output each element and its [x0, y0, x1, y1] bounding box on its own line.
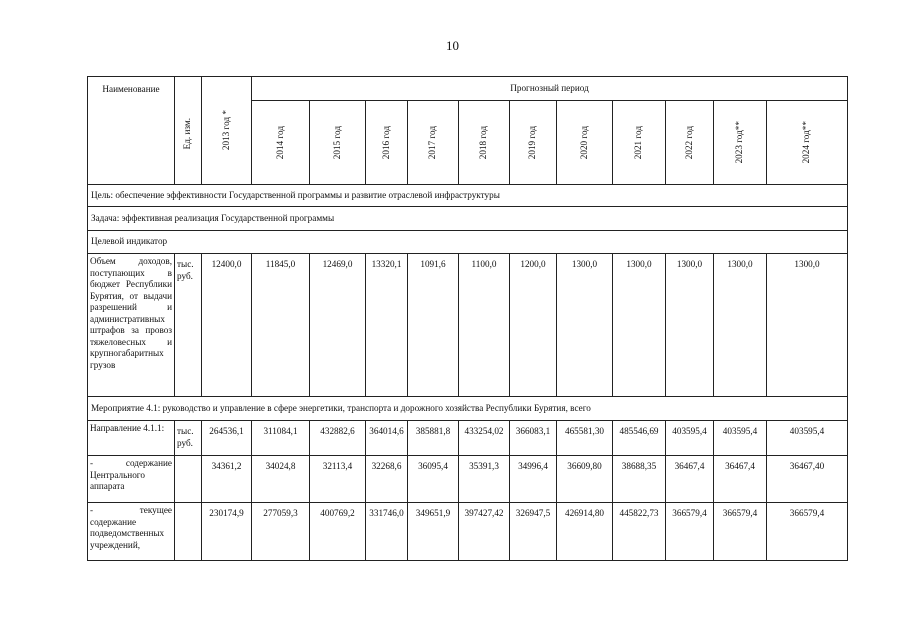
cell-value: 11845,0: [252, 254, 310, 397]
cell-value: 277059,3: [252, 503, 310, 561]
forecast-table: [87, 76, 848, 561]
cell-value: 400769,2: [310, 503, 366, 561]
header-year-2022: 2022 год: [666, 101, 714, 185]
cell-value: 1300,0: [767, 254, 848, 397]
header-name: Наименование: [88, 77, 175, 185]
cell-value: 366579,4: [666, 503, 714, 561]
cell-value: 385881,8: [408, 421, 459, 456]
cell-value: 311084,1: [252, 421, 310, 456]
table-row: [88, 503, 848, 561]
cell-value: 445822,73: [613, 503, 666, 561]
header-unit-label: Ед. изм.: [182, 117, 193, 150]
cell-value: 1091,6: [408, 254, 459, 397]
header-year-2015: 2015 год: [310, 101, 366, 185]
row-unit: тыс. руб.: [175, 254, 202, 397]
cell-value: 349651,9: [408, 503, 459, 561]
header-unit: [175, 77, 202, 185]
cell-value: 426914,80: [557, 503, 613, 561]
cell-value: 403595,4: [666, 421, 714, 456]
header-year-2017: 2017 год: [408, 101, 459, 185]
header-year-2013: 2013 год *: [202, 77, 252, 185]
cell-value: 13320,1: [366, 254, 408, 397]
measure-row: Мероприятие 4.1: руководство и управление в сфере энергетики, транспорта и дорожного хозяйства Республики Бурятия, всего: [88, 397, 848, 421]
cell-value: 36467,40: [767, 456, 848, 503]
page-number: 10: [446, 38, 459, 53]
cell-value: 403595,4: [714, 421, 767, 456]
cell-value: 1300,0: [666, 254, 714, 397]
cell-value: 1300,0: [613, 254, 666, 397]
row-name: Направление 4.1.1:: [88, 421, 175, 456]
cell-value: 1200,0: [510, 254, 557, 397]
cell-value: 32113,4: [310, 456, 366, 503]
header-year-2020: 2020 год: [557, 101, 613, 185]
cell-value: 34361,2: [202, 456, 252, 503]
cell-value: 34996,4: [510, 456, 557, 503]
cell-value: 465581,30: [557, 421, 613, 456]
row-unit: [175, 456, 202, 503]
cell-value: 331746,0: [366, 503, 408, 561]
cell-value: 326947,5: [510, 503, 557, 561]
cell-value: 12469,0: [310, 254, 366, 397]
row-unit: тыс. руб.: [175, 421, 202, 456]
goal-row: Цель: обеспечение эффективности Государственной программы и развитие отраслевой инфраструктуры: [88, 185, 848, 207]
cell-value: 36609,80: [557, 456, 613, 503]
header-year-2018: 2018 год: [459, 101, 510, 185]
header-year-2014: 2014 год: [252, 101, 310, 185]
cell-value: 366579,4: [767, 503, 848, 561]
cell-value: 1300,0: [557, 254, 613, 397]
row-name: Объем доходов, поступающих в бюджет Республики Бурятия, от выдачи разрешений и административных штрафов за провоз тяжеловесных и крупногабаритных грузов: [88, 254, 175, 397]
cell-value: 12400,0: [202, 254, 252, 397]
header-row-top: [88, 77, 848, 101]
cell-value: 485546,69: [613, 421, 666, 456]
row-unit: [175, 503, 202, 561]
cell-value: 32268,6: [366, 456, 408, 503]
cell-value: 433254,02: [459, 421, 510, 456]
row-name: - текущее содержание подведомственных учреждений,: [88, 503, 175, 561]
header-year-2023: 2023 год**: [714, 101, 767, 185]
table-row: [88, 254, 848, 397]
header-year-2016: 2016 год: [366, 101, 408, 185]
cell-value: 264536,1: [202, 421, 252, 456]
cell-value: 366083,1: [510, 421, 557, 456]
cell-value: 35391,3: [459, 456, 510, 503]
cell-value: 1100,0: [459, 254, 510, 397]
indicator-row: Целевой индикатор: [88, 231, 848, 254]
header-year-2021: 2021 год: [613, 101, 666, 185]
task-row: Задача: эффективная реализация Государственной программы: [88, 207, 848, 231]
cell-value: 403595,4: [767, 421, 848, 456]
cell-value: 34024,8: [252, 456, 310, 503]
table-row: [88, 421, 848, 456]
cell-value: 397427,42: [459, 503, 510, 561]
cell-value: 432882,6: [310, 421, 366, 456]
cell-value: 230174,9: [202, 503, 252, 561]
header-year-2019: 2019 год: [510, 101, 557, 185]
cell-value: 366579,4: [714, 503, 767, 561]
cell-value: 36467,4: [666, 456, 714, 503]
cell-value: 38688,35: [613, 456, 666, 503]
cell-value: 36467,4: [714, 456, 767, 503]
cell-value: 36095,4: [408, 456, 459, 503]
row-name: - содержание Центрального аппарата: [88, 456, 175, 503]
table-row: [88, 456, 848, 503]
cell-value: 1300,0: [714, 254, 767, 397]
cell-value: 364014,6: [366, 421, 408, 456]
header-forecast-period: Прогнозный период: [252, 77, 848, 101]
header-year-2024: 2024 год**: [767, 101, 848, 185]
